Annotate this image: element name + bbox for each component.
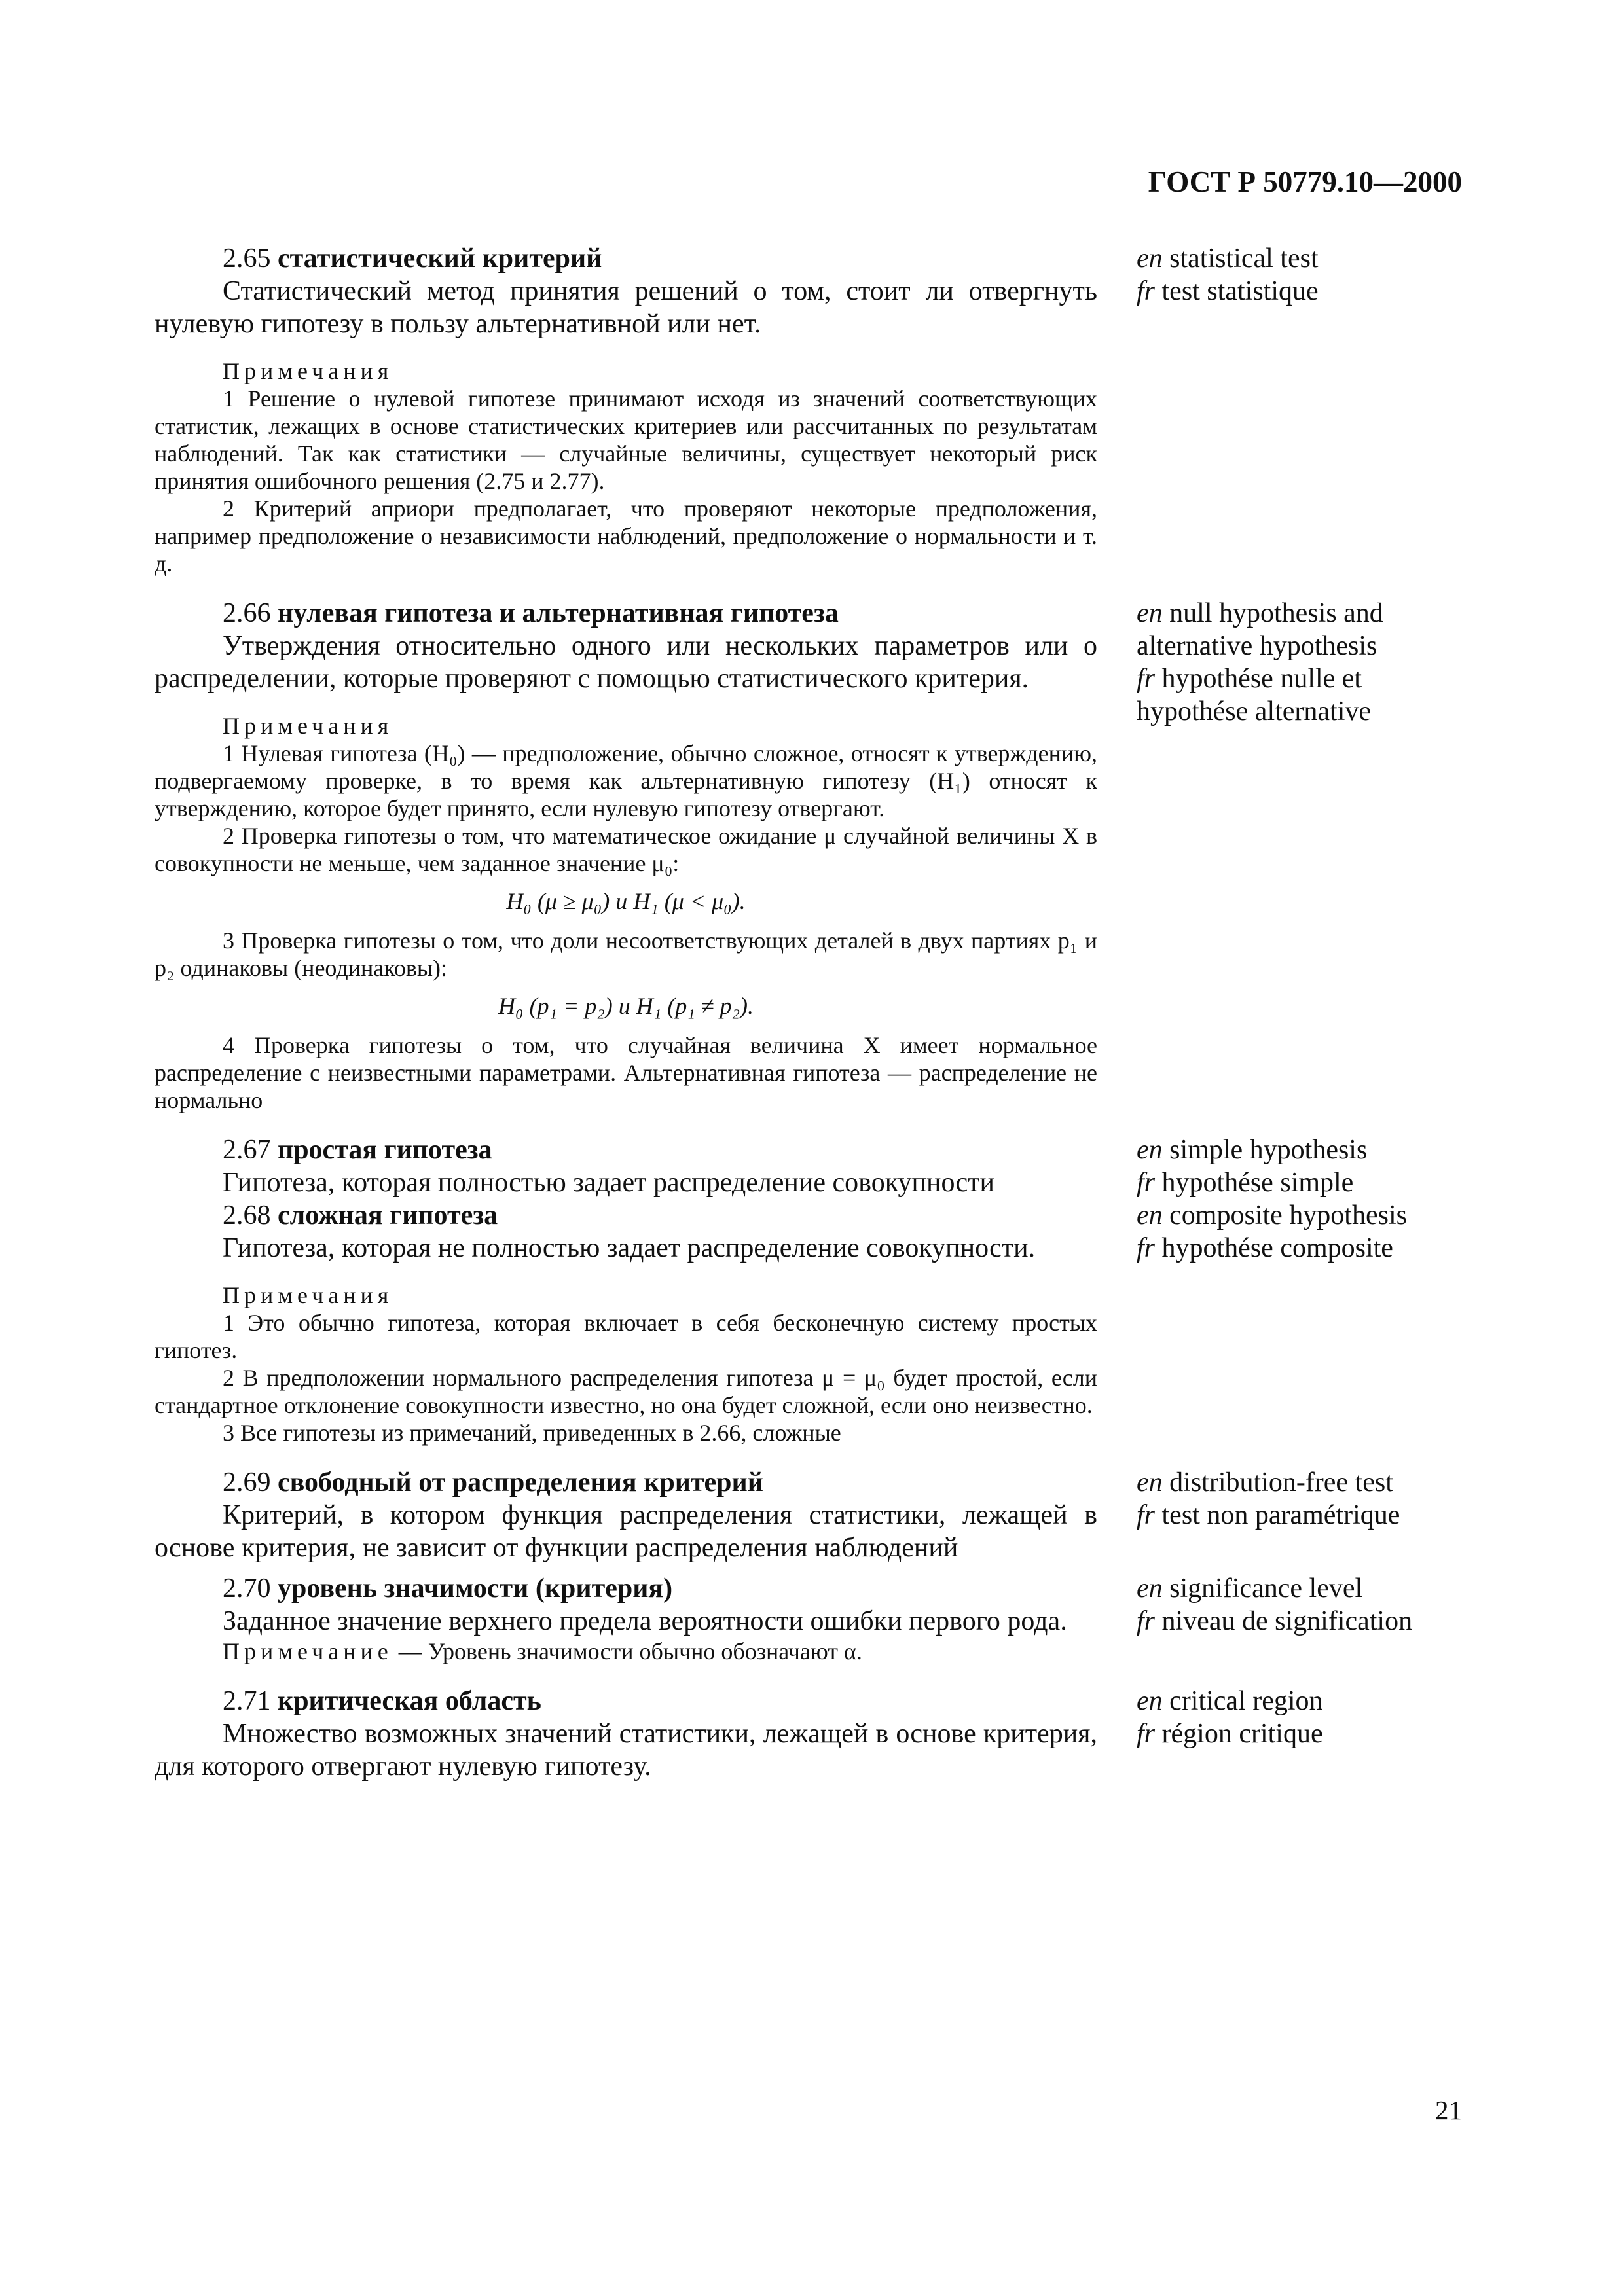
- translation-en: distribution-free test: [1169, 1467, 1393, 1498]
- note: 1 Нулевая гипотеза (H₀) — предположение, обычно сложное, относят к утверждению, подвергаемому проверке, в то время как альтернативную гипотезу (H₁) относят к утверждению, которое будет принято, если нулевую гипотезу отвергают.: [155, 740, 1097, 821]
- term-number: 2.68: [223, 1200, 271, 1230]
- translation-en: significance level: [1169, 1573, 1363, 1604]
- translation-fr: test statistique: [1161, 276, 1319, 306]
- term-number: 2.71: [223, 1686, 271, 1716]
- term-heading: [155, 1199, 1097, 1232]
- translations: en simple hypothesis fr hypothése simple: [1137, 1135, 1368, 1198]
- note: 1 Это обычно гипотеза, которая включает в себя бесконечную систему простых гипотез.: [155, 1310, 1097, 1363]
- term-name: простая гипотеза: [278, 1135, 492, 1165]
- term-name: критическая область: [278, 1686, 541, 1716]
- translation-en: statistical test: [1169, 243, 1319, 274]
- note-text: — Уровень значимости обычно обозначают α.: [392, 1638, 862, 1664]
- term-heading: [155, 1572, 1097, 1605]
- term-heading: [155, 1466, 1097, 1499]
- document-code: ГОСТ Р 50779.10—2000: [1148, 166, 1462, 198]
- note: 4 Проверка гипотезы о том, что случайная величина X имеет нормальное распределение с неизвестными параметрами. Альтернативная гипотеза — распределение не нормально: [155, 1032, 1097, 1113]
- note: 1 Решение о нулевой гипотезе принимают исходя из значений соответствующих статистик, лежащих в основе статистических критериев или рассчитанных по результатам наблюдений. Так как статистики — случайные величины, существует некоторый риск принятия ошибочного решения (2.75 и 2.77).: [155, 386, 1097, 494]
- term-name: статистический критерий: [278, 243, 602, 274]
- note: [155, 1638, 1097, 1665]
- translations: en null hypothesis and alternative hypothesis fr hypothése nulle et hypothése alternative: [1137, 598, 1383, 726]
- translations: en critical region fr région critique: [1137, 1686, 1323, 1749]
- term-number: 2.66: [223, 598, 271, 628]
- translation-en: simple hypothesis: [1169, 1135, 1368, 1165]
- terms-body: [155, 242, 1510, 1783]
- term-entry-2-70: [155, 1572, 1510, 1665]
- term-heading: [155, 242, 1097, 275]
- term-number: 2.67: [223, 1135, 271, 1165]
- term-number: 2.65: [223, 243, 271, 274]
- note-label: Примечание: [223, 1638, 393, 1664]
- note: 3 Все гипотезы из примечаний, приведенных в 2.66, сложные: [223, 1420, 841, 1446]
- term-entry-2-67: [155, 1134, 1510, 1199]
- translation-fr: test non paramétrique: [1161, 1500, 1400, 1530]
- translation-fr: hypothése simple: [1161, 1168, 1354, 1198]
- term-heading: [155, 1134, 1097, 1166]
- term-definition: Статистический метод принятия решений о том, стоит ли отвергнуть нулевую гипотезу в пользу альтернативной или нет.: [155, 276, 1097, 339]
- translation-fr: région critique: [1161, 1719, 1323, 1749]
- translation-en: alternative hypothesis: [1137, 631, 1377, 661]
- translations: en significance level fr niveau de signification: [1137, 1573, 1413, 1636]
- translations: en distribution-free test fr test non paramétrique: [1137, 1467, 1400, 1530]
- notes-title: Примечания: [223, 1282, 393, 1308]
- notes-title: Примечания: [223, 713, 393, 739]
- note: 3 Проверка гипотезы о том, что доли несоответствующих деталей в двух партиях p₁ и p₂ одинаковы (неодинаковы):: [155, 927, 1097, 981]
- term-name: свободный от распределения критерий: [278, 1467, 763, 1498]
- note: 2 Критерий априори предполагает, что проверяют некоторые предположения, например предположение о независимости наблюдений, предположение о нормальности и т. д.: [155, 495, 1097, 577]
- term-name: нулевая гипотеза и альтернативная гипотеза: [278, 598, 839, 628]
- term-entry-2-65: [155, 242, 1510, 577]
- translation-en: null hypothesis and: [1169, 598, 1383, 628]
- translation-fr: niveau de signification: [1161, 1606, 1413, 1636]
- term-number: 2.70: [223, 1573, 271, 1604]
- term-name: уровень значимости (критерия): [278, 1573, 673, 1604]
- translation-fr: hypothése alternative: [1137, 696, 1372, 726]
- term-definition: Гипотеза, которая полностью задает распределение совокупности: [223, 1168, 994, 1198]
- term-name: сложная гипотеза: [278, 1200, 498, 1230]
- term-definition: Гипотеза, которая не полностью задает распределение совокупности.: [223, 1233, 1036, 1263]
- notes-title: Примечания: [223, 358, 393, 384]
- term-entry-2-66: [155, 597, 1510, 1114]
- formula: H₀ (μ ≥ μ₀) и H₁ (μ < μ₀).: [506, 888, 746, 914]
- translation-en: composite hypothesis: [1169, 1200, 1407, 1230]
- formula: H₀ (p₁ = p₂) и H₁ (p₁ ≠ p₂).: [498, 993, 754, 1019]
- note: 2 В предположении нормального распределения гипотеза μ = μ₀ будет простой, если стандартное отклонение совокупности известно, но она будет сложной, если оно неизвестно.: [155, 1365, 1097, 1418]
- note: 2 Проверка гипотезы о том, что математическое ожидание μ случайной величины X в совокупности не меньше, чем заданное значение μ₀:: [155, 823, 1097, 876]
- term-number: 2.69: [223, 1467, 271, 1498]
- term-entry-2-71: [155, 1685, 1510, 1783]
- translations: en statistical test fr test statistique: [1137, 243, 1319, 306]
- translations: en composite hypothesis fr hypothése composite: [1137, 1200, 1407, 1263]
- term-heading: [155, 1685, 1097, 1717]
- term-heading: [155, 597, 1097, 630]
- term-definition: Критерий, в котором функция распределения статистики, лежащей в основе критерия, не зависит от функции распределения наблюдений: [155, 1500, 1097, 1563]
- translation-fr: hypothése nulle et: [1161, 664, 1362, 694]
- translation-en: critical region: [1169, 1686, 1323, 1716]
- term-entry-2-68: [155, 1199, 1510, 1446]
- term-definition: Заданное значение верхнего предела вероятности ошибки первого рода.: [223, 1606, 1067, 1636]
- term-definition: Множество возможных значений статистики, лежащей в основе критерия, для которого отвергают нулевую гипотезу.: [155, 1719, 1097, 1782]
- translation-fr: hypothése composite: [1161, 1233, 1393, 1263]
- term-entry-2-69: [155, 1466, 1510, 1564]
- term-definition: Утверждения относительно одного или нескольких параметров или о распределении, которые проверяют с помощью статистического критерия.: [155, 631, 1097, 694]
- page-number: 21: [1435, 2095, 1462, 2125]
